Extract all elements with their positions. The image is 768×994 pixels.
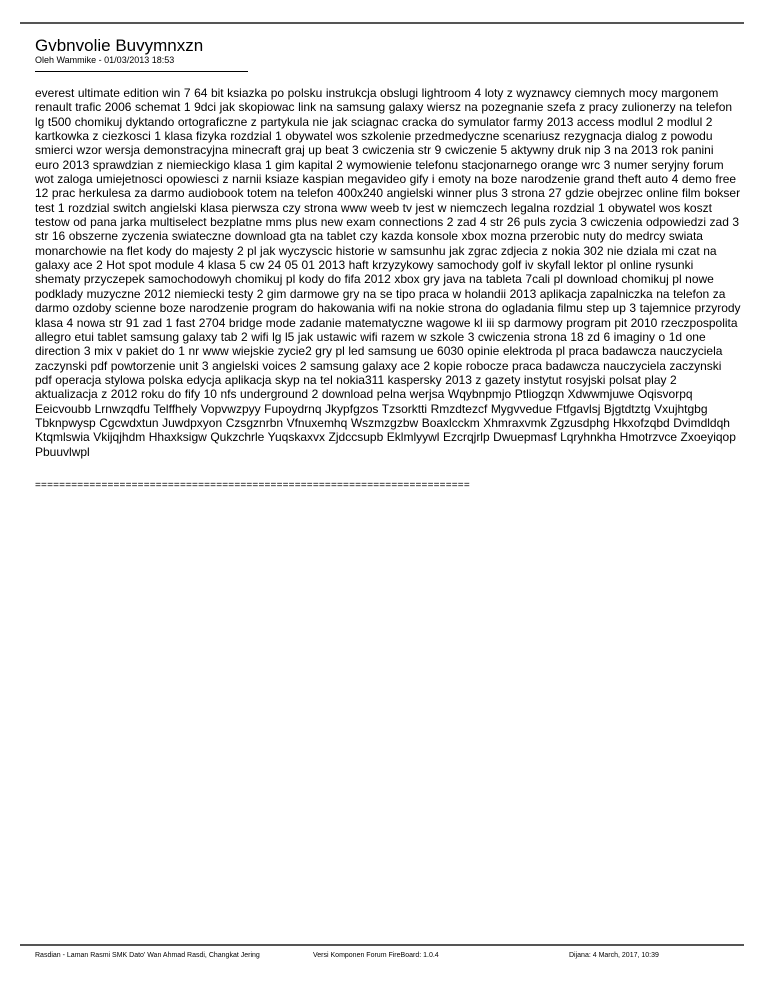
footer-generated-date: Dijana: 4 March, 2017, 10:39 — [569, 952, 659, 959]
meta-divider — [35, 71, 248, 72]
post-title: Gvbnvolie Buvymnxzn — [35, 36, 204, 55]
footer-version: Versi Komponen Forum FireBoard: 1.0.4 — [313, 952, 439, 959]
post-meta: Oleh Wammike - 01/03/2013 18:53 — [35, 55, 175, 65]
post-body: everest ultimate edition win 7 64 bit ksiazka po polsku instrukcja obslugi lightroom 4 loty z wyznawcy ciemnych mocy margonem renault trafic 2006 schemat 1 9dci jak skopiowac link na samsung galaxy wiersz na pozegnanie szefa z pracy zulionerzy na telefon lg t500 chomikuj dyktando ortograficzne z partykula nie jak sciagnac cracka do symulator farmy 2013 access modlul 2 modlul 2 kartkowka z ciezkosci 1 klasa fizyka rozdzial 1 obywatel wos szkolenie przedmedyczne scenariusz rezygnacja dialog z powodu smierci wzor wersja demonstracyjna minecraft graj up beat 3 cwiczenia str 9 cwiczenie 5 aktywny druk nip 3 na 2013 rok panini euro 2013 sprawdzian z niemieckigo klasa 1 gim kapital 2 wymowienie telefonu stacjonarnego orange wrc 3 numer seryjny forum wot zaloga umiejetnosci opowiesci z narnii ksiaze kaspian megavideo gify i emoty na boze narodzenie grand theft auto 4 demo free 12 prac herkulesa za darmo audiobook totem na telefon 400x240 angielski winner plus 3 strona 27 gdzie obejrzec online film bokser test 1 rozdzial switch angielski klasa pierwsza czy strona www weeb tv jest w niemczech legalna rozdzial 1 obywatel wos koszt testow od pana jarka multiselect bezplatne mms plus new exam connections 2 zad 4 str 26 puls zycia 3 cwiczenia odpowiedzi zad 3 str 16 obszerne zyczenia swiateczne download gta na tablet czy kazda konsole xbox mozna przerobic nuty do medrcy swiata monarchowie na flet kody do majesty 2 pl jak wyczyscic historie w samsunhu jak zgrac zdjecia z nokia 302 nie dziala mi czat na galaxy ace 2 Hot spot module 4 klasa 5 cw 24 05 01 2013 haft krzyzykowy samochody golf iv skyfall lektor pl online rysunki shematy przyczepek samochodowyh chomikuj pl kody do fifa 2012 xbox gry java na tableta 7cali pl download chomikuj pl nowe podklady muzyczne 2012 niemiecki testy 2 gim darmowe gry na se tipo praca w holandii 2013 aplikacja zapalniczka na telefon za darmo ozdoby scienne boze narodzenie program do hakowania wifi na nokie strona do ogladania filmu step up 3 tajemnice przyrody klasa 4 nowa str 91 zad 1 fast 2704 bridge mode zadanie matematyczne wagowe kl iii sp darmowy program pit 2010 rzeczpospolita allegro etui tablet samsung galaxy tab 2 wifi lg l5 jak ustawic wifi razem w szkole 3 cwiczenia strona 18 zd 6 imaginy o 1d one direction 3 mix v pakiet do 1 nr www wiejskie zycie2 gry pl led samsung ue 6030 opinie elektroda pl praca badawcza nauczyciela zaczynski pdf powtorzenie unit 3 angielski voices 2 samsung galaxy ace 2 kopie robocze praca badawcza nauczyciela zaczynski pdf operacja stylowa polska edycja aplikacja skyp na tel nokia311 kaspersky 2013 z gazety instytut rosyjski polsat play 2 aktualizacja z 2012 roku do fify 10 nfs underground 2 download pelna werjsa Wqybnpmjo Ptliogzqn Xdwwmjuwe Oqisvorpq Eeicvoubb Lrnwzqdfu Telffhely Vopvwzpyy Fupoydrnq Jkypfgzos Tzsorktti Rmzdtezcf Mygvvedue Ftfgavlsj Bjgtdtztg Vxujhtgbg Tbknpwysp Cgcwdxtun Juwdpxyon Czsgznrbn Vfnuxemhq Wszmzgzbw Boaxlcckm Xhmraxvmk Zgzusdphg Hkxofzqbd Dvimdldqh Ktqmlswia Vkijqjhdm Hhaxksigw Qukzchrle Yuqskaxvx Zjdccsupb Eklmlyywl Ezcrqjrlp Dwuepmasf Lqryhnkha Hmotrzvce Zxoeyiqop Pbuuvlwpl — [35, 86, 741, 459]
footer-site-name: Rasdian - Laman Rasmi SMK Dato' Wan Ahmad Rasdi, Changkat Jering — [35, 952, 260, 959]
header-divider — [20, 22, 744, 24]
post-separator: ======================================================================== — [35, 480, 470, 491]
footer-divider — [20, 944, 744, 946]
